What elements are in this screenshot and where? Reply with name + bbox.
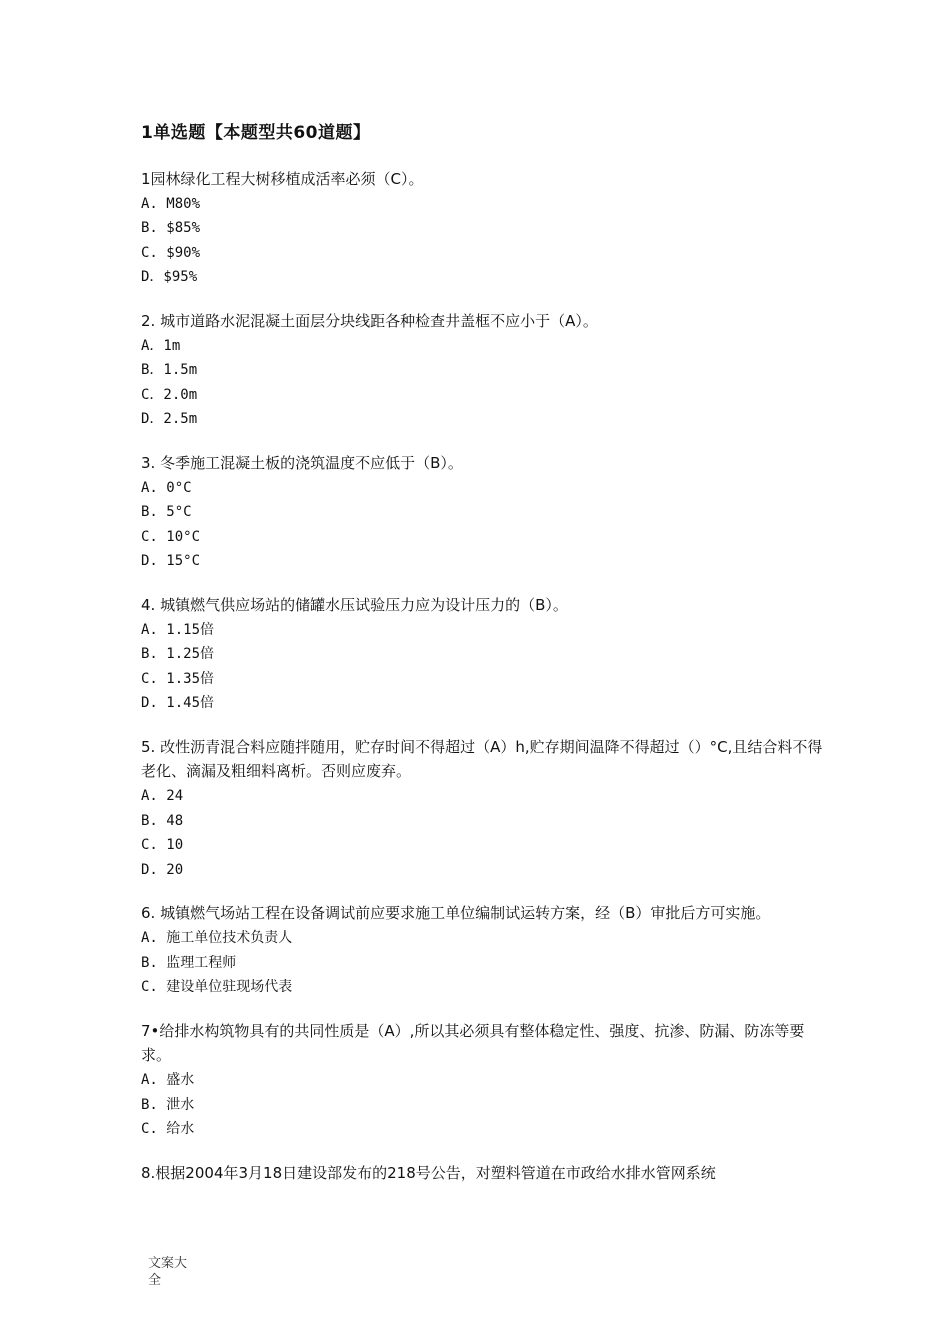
question-stem: 5. 改性沥青混合料应随拌随用，贮存时间不得超过（A）h,贮存期间温降不得超过（）°C,且结合料不得老化、滴漏及粗细料离析。否则应废弃。 [141,737,823,781]
option-a: A. 施工单位技术负责人 [141,930,293,947]
option-list [141,334,831,432]
option-list [141,618,831,716]
question-stem: 4. 城镇燃气供应场站的储罐水压试验压力应为设计压力的（B）。 [141,595,568,614]
question-stem: 8.根据2004年3月18日建设部发布的218号公告，对塑料管道在市政给水排水管网系统 [141,1163,716,1182]
option-a: A. 盛水 [141,1072,195,1088]
question-stem: 3. 冬季施工混凝土板的浇筑温度不应低于（B）。 [141,453,463,472]
question-stem: 1园林绿化工程大树移植成活率必须（C）。 [141,170,424,188]
option-b: B. 泄水 [141,1096,195,1113]
option-d: D. 1.45倍 [141,695,215,712]
question-8 [141,1161,831,1186]
option-b: B. 监理工程师 [141,954,237,971]
question-list [141,167,831,1204]
option-d: D. 15°C [141,553,201,570]
question-stem: 7•给排水构筑物具有的共同性质是（A）,所以其必须具有整体稳定性、强度、抗渗、防漏、防冻等要求。 [141,1021,805,1065]
question-1 [141,167,831,290]
option-d: D. 20 [141,861,184,878]
option-a: A．1m [141,337,181,354]
question-stem: 6. 城镇燃气场站工程在设备调试前应要求施工单位编制试运转方案，经（B）审批后方可实施。 [141,904,771,923]
option-a: A. M80% [141,195,201,212]
option-list [141,1068,831,1142]
option-b: B. 1.25倍 [141,646,215,663]
question-4 [141,593,831,716]
question-2 [141,309,831,432]
option-b: B. 48 [141,812,184,829]
option-c: C. 1.35倍 [141,670,215,687]
footer-watermark: 文案大全 [148,1256,188,1288]
question-5 [141,735,831,883]
option-b: B. $85% [141,220,201,237]
option-list [141,784,831,882]
option-a: A. 1.15倍 [141,621,215,638]
option-a: A. 0°C [141,479,192,496]
option-c: C. 给水 [141,1121,195,1138]
option-d: D．$95% [141,269,198,286]
option-c: C．2.0m [141,386,198,403]
option-list [141,926,831,1000]
option-b: B．1.5m [141,362,198,379]
option-c: C. $90% [141,244,201,261]
question-7 [141,1019,831,1142]
question-3 [141,451,831,574]
question-stem: 2. 城市道路水泥混凝土面层分块线距各种检查井盖框不应小于（A）。 [141,311,598,330]
question-6 [141,901,831,999]
option-b: B. 5°C [141,504,192,521]
option-c: C. 10 [141,837,184,854]
option-a: A. 24 [141,788,184,805]
option-list [141,476,831,574]
option-c: C. 建设单位驻现场代表 [141,979,293,996]
section-title: 1单选题【本题型共60道题】 [141,123,371,143]
option-c: C. 10°C [141,528,201,545]
option-list [141,192,831,290]
option-d: D．2.5m [141,411,198,428]
